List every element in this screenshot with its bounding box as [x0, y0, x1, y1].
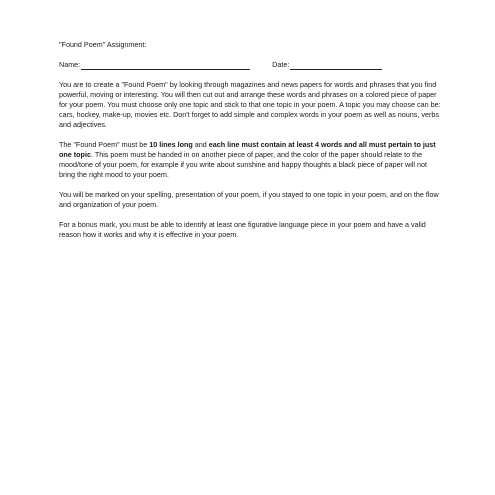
name-label: Name:	[59, 60, 81, 69]
requirements-bold-lines: 10 lines long	[149, 140, 193, 149]
paragraph-marking: You will be marked on your spelling, presentation of your poem, if you stayed to one topic in your poem, and on the flow and organization of your poem.	[59, 190, 439, 209]
requirements-bold-words: each line must contain at least 4 words and all must pertain to just one topic	[59, 140, 436, 159]
name-blank-line	[81, 62, 250, 70]
requirements-text-1: The "Found Poem" must be	[59, 140, 150, 149]
document-page	[59, 40, 443, 250]
assignment-title: "Found Poem" Assignment:	[59, 40, 147, 49]
date-label: Date:	[272, 60, 290, 69]
paragraph-bonus: For a bonus mark, you must be able to identify at least one figurative language piece in your poem and have a valid reason how it works and why it is effective in your poem.	[59, 220, 426, 239]
paragraph-instructions: You are to create a "Found Poem" by looking through magazines and news papers for words and phrases that you find powerful, moving or interesting. You will then cut out and arrange these words and phrases on a colored piece of paper for your poem. You must choose only one topic and stick to that one topic in your poem. A topic you may choose can be: cars, hockey, make-up, movies etc. Don't forget to add simple and complex words in your poem as well as nouns, verbs and adjectives.	[59, 80, 441, 129]
date-blank-line	[290, 62, 382, 70]
name-date-row	[59, 60, 443, 70]
requirements-text-2: and	[192, 140, 209, 149]
paragraph-requirements	[59, 140, 443, 180]
requirements-text-3: . This poem must be handed in on another piece of paper, and the color of the paper should relate to the mood/tone of your poem, for example if you write about sunshine and happy thoughts a black piece of paper will not bring the right mood to your poem.	[59, 150, 427, 179]
